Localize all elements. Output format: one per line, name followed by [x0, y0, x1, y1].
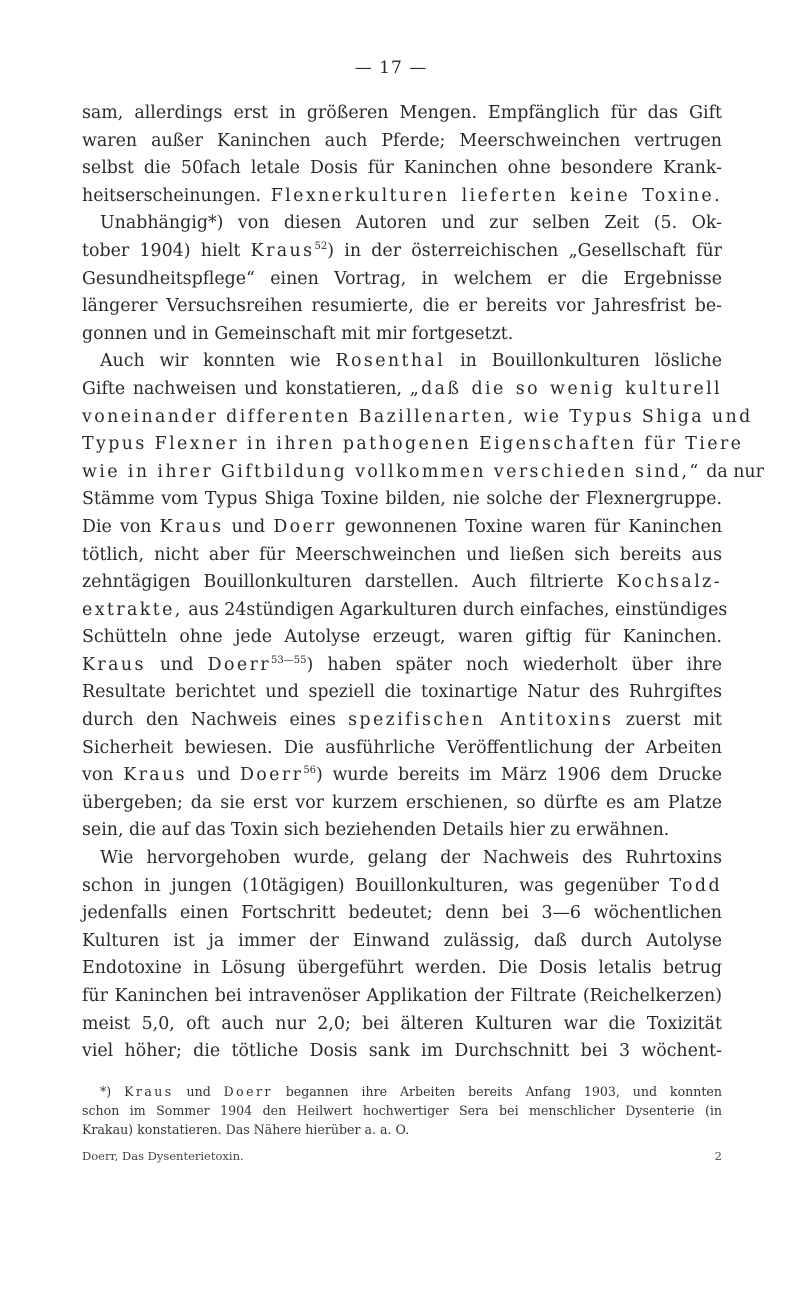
text-line — [82, 321, 722, 349]
text-segment: ) wurde bereits im März 1906 dem Drucke — [316, 765, 722, 786]
text-segment: schon im Sommer 1904 den Heilwert hochwertiger Sera bei menschlicher Dysenterie (in — [82, 1102, 722, 1118]
text-line — [82, 459, 764, 487]
author-name: Todd — [669, 875, 722, 896]
text-segment: Die von — [82, 516, 152, 537]
text-segment: Unabhängig — [100, 213, 208, 234]
footnote-line — [82, 1101, 722, 1120]
text-segment: tober 1904) hielt — [82, 240, 241, 261]
text-line — [82, 210, 722, 238]
text-segment: schon in jungen (10tägigen) Bouillonkulturen, was gegenüber — [82, 875, 659, 896]
text-segment: Sicherheit bewiesen. Die ausführliche Veröffentlichung der Arbeiten — [82, 737, 722, 758]
text-line — [82, 293, 722, 321]
emphasized-text: extrakte, — [82, 599, 183, 620]
text-line — [82, 100, 722, 128]
text-line — [82, 183, 722, 211]
page-footer — [82, 1149, 722, 1163]
text-segment: *) von diesen Autoren und zur selben Zeit (5. Ok- — [207, 213, 722, 234]
text-segment: Krakau) konstatieren. Das Nähere hierüber a. a. O. — [82, 1121, 410, 1137]
text-line — [82, 238, 722, 266]
page-number: — 17 — — [354, 58, 428, 78]
text-segment: gewonnenen Toxine waren für Kaninchen — [344, 516, 723, 537]
reference-number: 53—55 — [271, 655, 307, 667]
text-line — [82, 569, 722, 597]
text-segment: meist 5,0, oft auch nur 2,0; bei älteren Kulturen war die Toxizität — [82, 1013, 722, 1034]
text-segment: sein, die auf das Toxin sich beziehenden Details hier zu erwähnen. — [82, 820, 670, 841]
emphasized-text: wie in ihrer Giftbildung vollkommen verschieden sind,“ — [82, 461, 701, 482]
text-line — [82, 873, 722, 901]
text-line — [82, 376, 722, 404]
author-name: Kraus — [82, 654, 146, 675]
page — [82, 58, 764, 1163]
text-segment: Wie hervorgehoben wurde, gelang der Nachweis des Ruhrtoxins — [100, 848, 722, 869]
text-segment: und — [159, 654, 194, 675]
text-line — [82, 1038, 722, 1066]
text-line — [82, 155, 722, 183]
text-segment: Schütteln ohne jede Autolyse erzeugt, waren giftig für Kaninchen. — [82, 627, 722, 648]
footnote-line — [82, 1120, 722, 1139]
footnote-marker: *) — [100, 1083, 112, 1099]
text-line — [82, 735, 722, 763]
text-segment: ) in der österreichischen „Gesellschaft für — [327, 240, 722, 261]
text-segment: Auch wir konnten wie — [100, 351, 321, 372]
text-segment: von — [82, 765, 114, 786]
signature-mark: 2 — [714, 1148, 722, 1163]
text-line — [82, 928, 722, 956]
body-text — [82, 100, 764, 1066]
footnote — [82, 1082, 722, 1139]
text-segment: Gifte nachweisen und konstatieren, — [82, 378, 403, 399]
text-segment: begannen ihre Arbeiten bereits Anfang 1903, und konnten — [285, 1083, 722, 1099]
text-line — [82, 900, 722, 928]
text-line — [82, 486, 722, 514]
author-name: Doerr — [273, 516, 337, 537]
reference-number: 52 — [314, 241, 328, 253]
text-segment: zehntägigen Bouillonkulturen darstellen. Auch filtrierte — [82, 572, 604, 593]
text-segment: heitserscheinungen. — [82, 185, 262, 206]
text-segment: waren außer Kaninchen auch Pferde; Meerschweinchen vertrugen — [82, 130, 722, 151]
emphasized-text: „daß die so wenig kulturell — [409, 378, 722, 399]
text-line — [82, 983, 722, 1011]
text-segment: in Bouillonkulturen lösliche — [460, 351, 722, 372]
text-segment: sam, allerdings erst in größeren Mengen. Empfänglich für das Gift — [82, 103, 722, 123]
text-segment: Endotoxine in Lösung übergeführt werden. Die Dosis letalis betrug — [82, 958, 722, 979]
text-segment: gonnen und in Gemeinschaft mit mir fortgesetzt. — [82, 323, 514, 344]
running-title: Doerr, Das Dysenterietoxin. — [82, 1148, 244, 1163]
text-line — [82, 652, 722, 680]
text-line — [82, 679, 722, 707]
text-segment: Stämme vom Typus Shiga Toxine bilden, nie solche der Flexnergruppe. — [82, 489, 722, 510]
text-segment: aus 24stündigen Agarkulturen durch einfaches, einstündiges — [188, 599, 728, 620]
author-name: Kraus — [124, 1083, 174, 1099]
text-line — [82, 542, 722, 570]
author-name: Kraus — [123, 765, 188, 786]
text-line — [82, 128, 722, 156]
text-segment: durch den Nachweis eines — [82, 710, 336, 731]
text-line — [82, 348, 722, 376]
text-segment: viel höher; die tötliche Dosis sank im Durchschnitt bei 3 wöchent- — [82, 1041, 722, 1062]
text-segment: selbst die 50fach letale Dosis für Kaninchen ohne besondere Krank- — [82, 158, 722, 179]
reference-number: 56 — [303, 765, 317, 777]
emphasized-text: Typus Flexner in ihren pathogenen Eigenschaften für Tiere — [82, 434, 744, 455]
text-line — [82, 404, 753, 432]
text-segment: und — [196, 765, 231, 786]
author-name: Kraus — [250, 240, 315, 261]
text-segment: ) haben später noch wiederholt über ihre — [306, 654, 722, 675]
emphasized-text: spezifischen Antitoxins — [348, 710, 614, 731]
author-name: Doerr — [223, 1083, 273, 1099]
text-line — [82, 624, 722, 652]
text-segment: und — [186, 1083, 211, 1099]
text-segment: jedenfalls einen Fortschritt bedeutet; denn bei 3—6 wöchentlichen — [82, 903, 722, 924]
author-name: Kraus — [159, 516, 224, 537]
text-line — [82, 514, 722, 542]
text-line — [82, 1011, 722, 1039]
text-segment: zuerst mit — [625, 710, 722, 731]
author-name: Doerr — [207, 654, 272, 675]
text-segment: für Kaninchen bei intravenöser Applikation der Filtrate (Reichelkerzen) — [82, 986, 722, 1006]
text-line — [82, 431, 744, 459]
text-line — [82, 762, 722, 790]
text-segment: Kulturen ist ja immer der Einwand zulässig, daß durch Autolyse — [82, 930, 722, 951]
text-line — [82, 597, 728, 625]
text-segment: längerer Versuchsreihen resumierte, die er bereits vor Jahresfrist be- — [82, 296, 722, 317]
text-segment: und — [231, 516, 266, 537]
text-segment: Resultate berichtet und speziell die toxinartige Natur des Ruhrgiftes — [82, 682, 722, 703]
text-line — [82, 955, 722, 983]
footnote-line — [82, 1082, 722, 1101]
emphasized-text: Kochsalz- — [616, 572, 722, 593]
text-segment: Gesundheitspflege“ einen Vortrag, in welchem er die Ergebnisse — [82, 268, 722, 289]
emphasized-text: Flexnerkulturen lieferten keine Toxine. — [270, 185, 722, 206]
text-segment: übergeben; da sie erst vor kurzem erschienen, so dürfte es am Platze — [82, 792, 722, 813]
author-name: Doerr — [239, 765, 304, 786]
text-line — [82, 707, 722, 735]
emphasized-text: voneinander differenten Bazillenarten, wie Typus Shiga und — [82, 406, 753, 427]
text-line — [82, 266, 722, 294]
text-segment: tötlich, nicht aber für Meerschweinchen und ließen sich bereits aus — [82, 544, 722, 565]
text-line — [82, 817, 722, 845]
text-line — [82, 845, 722, 873]
author-name: Rosenthal — [335, 351, 446, 372]
text-segment: da nur — [706, 461, 764, 482]
text-line — [82, 790, 722, 818]
